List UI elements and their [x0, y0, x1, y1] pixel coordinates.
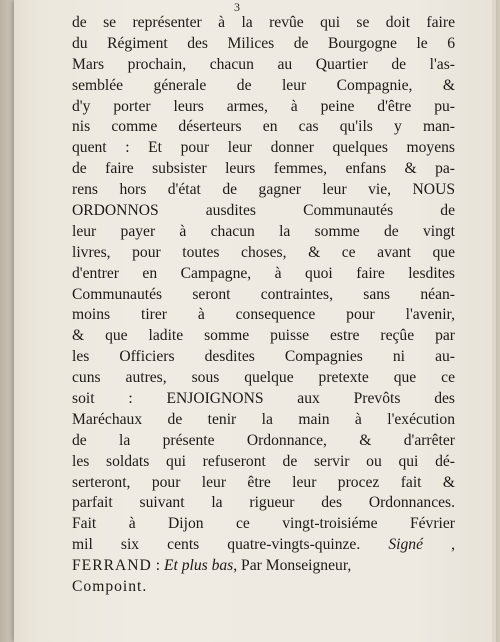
by-label: , Par Monseigneur, — [233, 557, 352, 575]
text-line: & que ladite somme puisse estre reçûe par — [72, 327, 455, 345]
text-line: de se représenter à la revûe qui se doit faire — [72, 14, 455, 31]
text-line: de faire subsister leurs femmes, enfans & pa- — [72, 160, 455, 178]
text-line: leur payer à chacun la somme de vingt — [72, 222, 455, 240]
text-line: Fait à Dijon ce vingt-troisiéme Février — [72, 515, 455, 533]
text-line: les soldats qui refuseront de servir ou qui dé- — [72, 452, 455, 470]
text-line: nis comme déserteurs en cas qu'ils y man- — [72, 118, 455, 136]
text-line: Mars prochain, chacun au Quartier de l'as- — [72, 55, 455, 73]
text-line: semblée génerale de leur Compagnie, & — [72, 76, 455, 94]
signer-name: FERRAND — [72, 557, 152, 575]
text-line: cuns autres, sous quelque pretexte que ce — [72, 369, 455, 387]
page-number: 3 — [234, 0, 240, 14]
signed-label: Signé — [388, 536, 423, 554]
text-line: rens hors d'état de gagner leur vie, NOUS — [72, 181, 455, 199]
text-line: Communautés seront contraintes, sans néan- — [72, 285, 455, 303]
text-line: Maréchaux de tenir la main à l'exécution — [72, 410, 455, 428]
page-edge — [492, 0, 496, 642]
text-line: quent : Et pour leur donner quelques moyens — [72, 139, 455, 157]
signer-line: FERRAND : Et plus bas, Par Monseigneur, — [72, 557, 352, 575]
text-line: soit : ENJOIGNONS aux Prevôts des — [72, 390, 455, 408]
text-line: d'entrer en Campagne, à quoi faire lesdites — [72, 264, 455, 282]
text-line: moins tirer à consequence pour l'avenir, — [72, 306, 455, 324]
signed-line: mil six cents quatre-vingts-quinze. Signé , — [72, 536, 455, 554]
below-label: Et plus bas — [163, 557, 234, 575]
page — [14, 0, 496, 642]
secretary-name: Compoint. — [72, 578, 148, 596]
text-line: du Régiment des Milices de Bourgogne le 6 — [72, 34, 455, 52]
text-line: serteront, pour leur être leur procez fait & — [72, 473, 455, 491]
text-line: d'y porter leurs armes, à peine d'être pu- — [72, 97, 455, 115]
text-line: ORDONNOS ausdites Communautés de — [72, 202, 455, 220]
text-line: livres, pour toutes choses, & ce avant que — [72, 243, 455, 261]
ordinance-text — [72, 13, 455, 598]
text-line: de la présente Ordonnance, & d'arrêter — [72, 431, 455, 449]
text-line: parfait suivant la rigueur des Ordonnances. — [72, 494, 455, 512]
text-line: les Officiers desdites Compagnies ni au- — [72, 348, 455, 366]
text-line: mil six cents quatre-vingts-quinze. — [72, 536, 361, 554]
